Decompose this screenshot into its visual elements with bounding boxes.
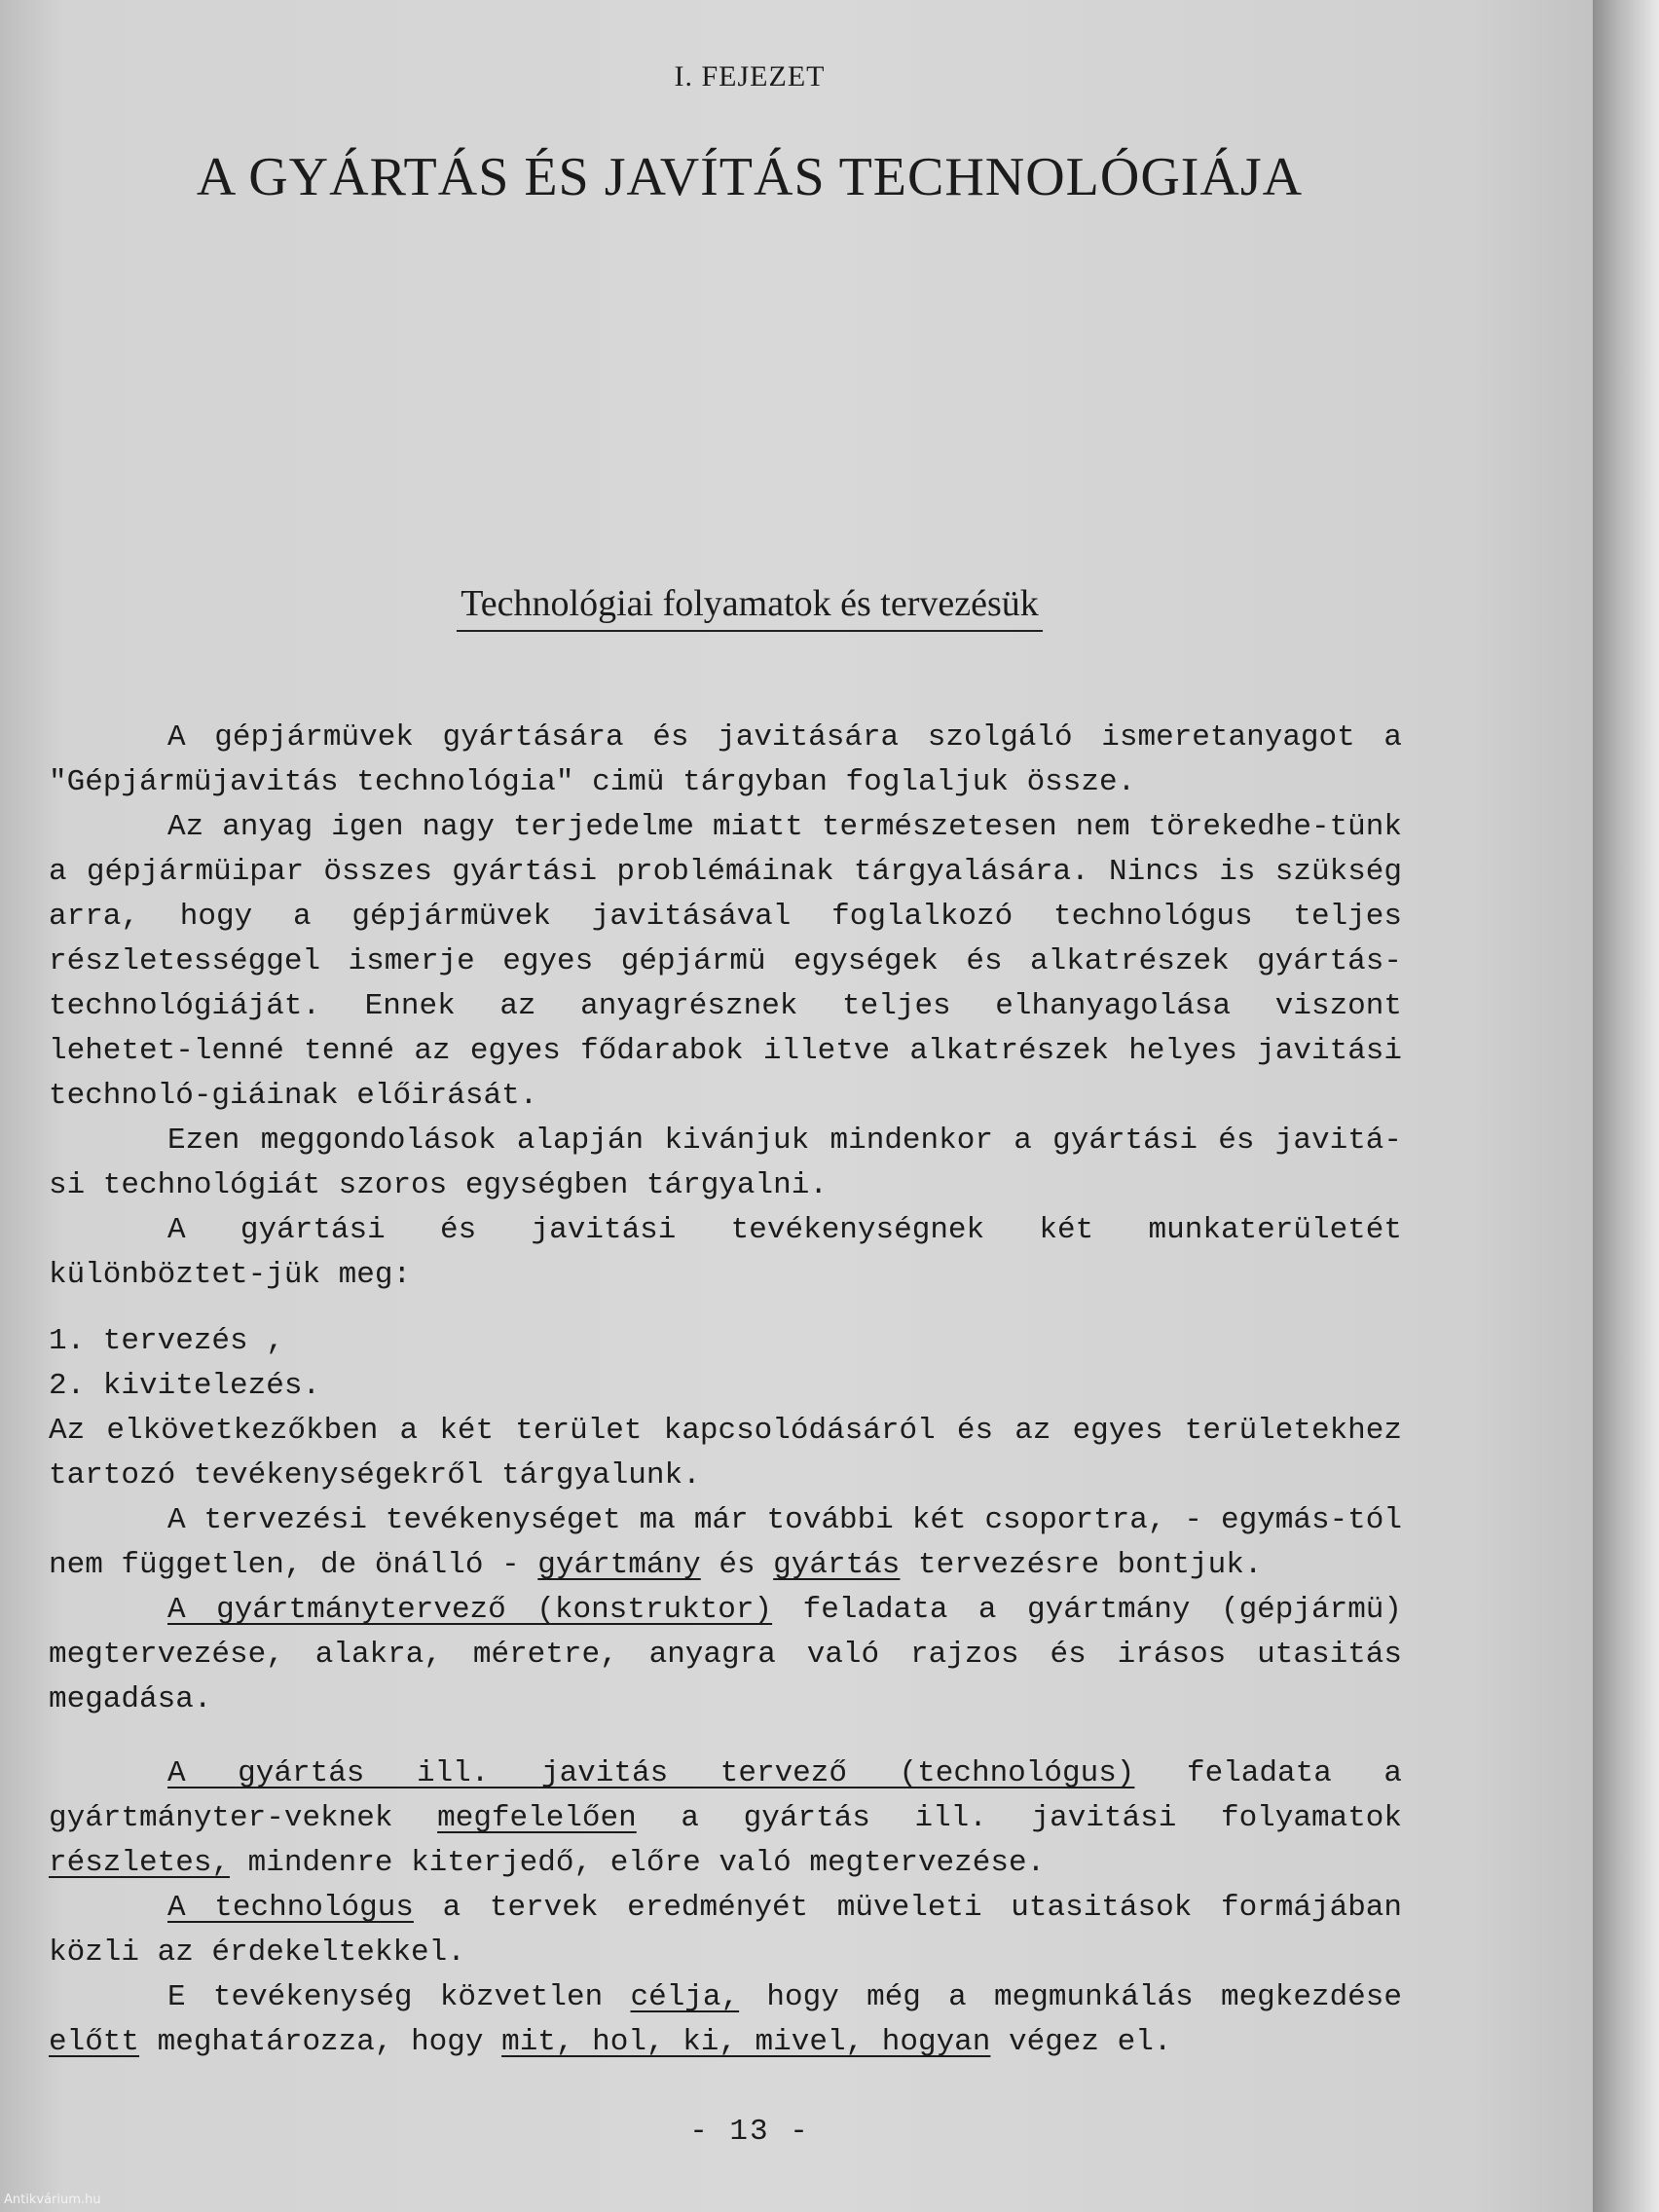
paragraph-5: Az elkövetkezőkben a két terület kapcsolódásáról és az egyes területekhez tartozó tevékenységekről tárgyalunk.: [49, 1414, 1402, 1493]
paragraph-8: [49, 1751, 1402, 1886]
underlined-term: mit, hol, ki, mivel, hogyan: [501, 2025, 991, 2059]
paragraph-1: A gépjármüvek gyártására és javitására szolgáló ismeretanyagot a "Gépjármüjavitás technológia" cimü tárgyban foglaljuk össze.: [49, 720, 1402, 799]
text-span: a gyártás ill. javitási folyamatok: [681, 1801, 1402, 1835]
text-span: meghatározza, hogy: [157, 2025, 484, 2059]
chapter-label: I. FEJEZET: [674, 60, 826, 92]
underlined-term: részletes,: [49, 1846, 231, 1880]
underlined-term: A gyártmánytervező (konstruktor): [167, 1593, 773, 1627]
list-item: 2. kivitelezés.: [49, 1369, 321, 1403]
underlined-term: A technológus: [167, 1891, 414, 1925]
paragraph-3: Ezen meggondolások alapján kivánjuk mindenkor a gyártási és javitá-si technológiát szoros egységben tárgyalni.: [49, 1124, 1402, 1202]
underlined-term: gyártmány: [537, 1548, 701, 1582]
text-span: feladata a gyártmányter-veknek: [49, 1756, 1402, 1835]
paragraph-2: Az anyag igen nagy terjedelme miatt természetesen nem törekedhe-tünk a gépjármüipar összes gyártási problémáinak tárgyalására. Nincs is szükség arra, hogy a gépjármüvek javitásával foglalkozó technológus teljes részletességgel ismerje egyes gépjármü egységek és alkatrészek gyártás-technológiáját. Ennek az anyagrésznek teljes elhanyagolása viszont lehetet-lenné tenné az egyes fődarabok illetve alkatrészek helyes javitási technoló-giáinak előirását.: [49, 810, 1402, 1113]
text-span: feladata a gyártmány (gépjármü) megtervezése, alakra, méretre, anyagra való rajzos és irásos utasitás megadása.: [49, 1593, 1402, 1716]
paragraph-4: A gyártási és javitási tevékenységnek két munkaterületét különböztet-jük meg:: [49, 1213, 1402, 1292]
page-number: - 13 -: [689, 2115, 810, 2149]
text-span: hogy még a megmunkálás megkezdése: [766, 1980, 1402, 2014]
page-edge: [1593, 0, 1659, 2212]
text-span: a tervek eredményét müveleti utasitások formájában közli az érdekeltekkel.: [49, 1891, 1403, 1970]
list-item: 1. tervezés ,: [49, 1324, 284, 1358]
paragraph-7: [49, 1588, 1402, 1722]
text-span: tervezésre bontjuk.: [918, 1548, 1263, 1582]
underlined-term: célja,: [630, 1980, 740, 2014]
section-heading: [0, 582, 1499, 625]
paragraph-6: [49, 1498, 1402, 1588]
watermark: Antikvárium.hu: [4, 2193, 101, 2207]
underlined-term: gyártás: [773, 1548, 901, 1582]
underlined-term: előtt: [49, 2025, 140, 2059]
text-span: végez el.: [1009, 2025, 1172, 2059]
paragraph-9: [49, 1886, 1402, 1975]
section-heading-text: Technológiai folyamatok és tervezésük: [457, 583, 1043, 632]
text-span: mindenre kiterjedő, előre való megtervezése.: [247, 1846, 1046, 1880]
chapter-title: A GYÁRTÁS ÉS JAVÍTÁS TECHNOLÓGIÁJA: [196, 147, 1304, 207]
paragraph-10: [49, 1975, 1402, 2065]
text-span: E tevékenység közvetlen: [167, 1980, 604, 2014]
text-span: A tervezési tevékenységet ma már további két csoportra, - egymás-tól nem független, de önálló -: [49, 1503, 1402, 1582]
text-span: és: [719, 1548, 756, 1582]
underlined-term: megfelelően: [437, 1801, 637, 1835]
underlined-term: A gyártás ill. javitás tervező (technológus): [167, 1756, 1135, 1790]
body-text: [49, 716, 1402, 2065]
